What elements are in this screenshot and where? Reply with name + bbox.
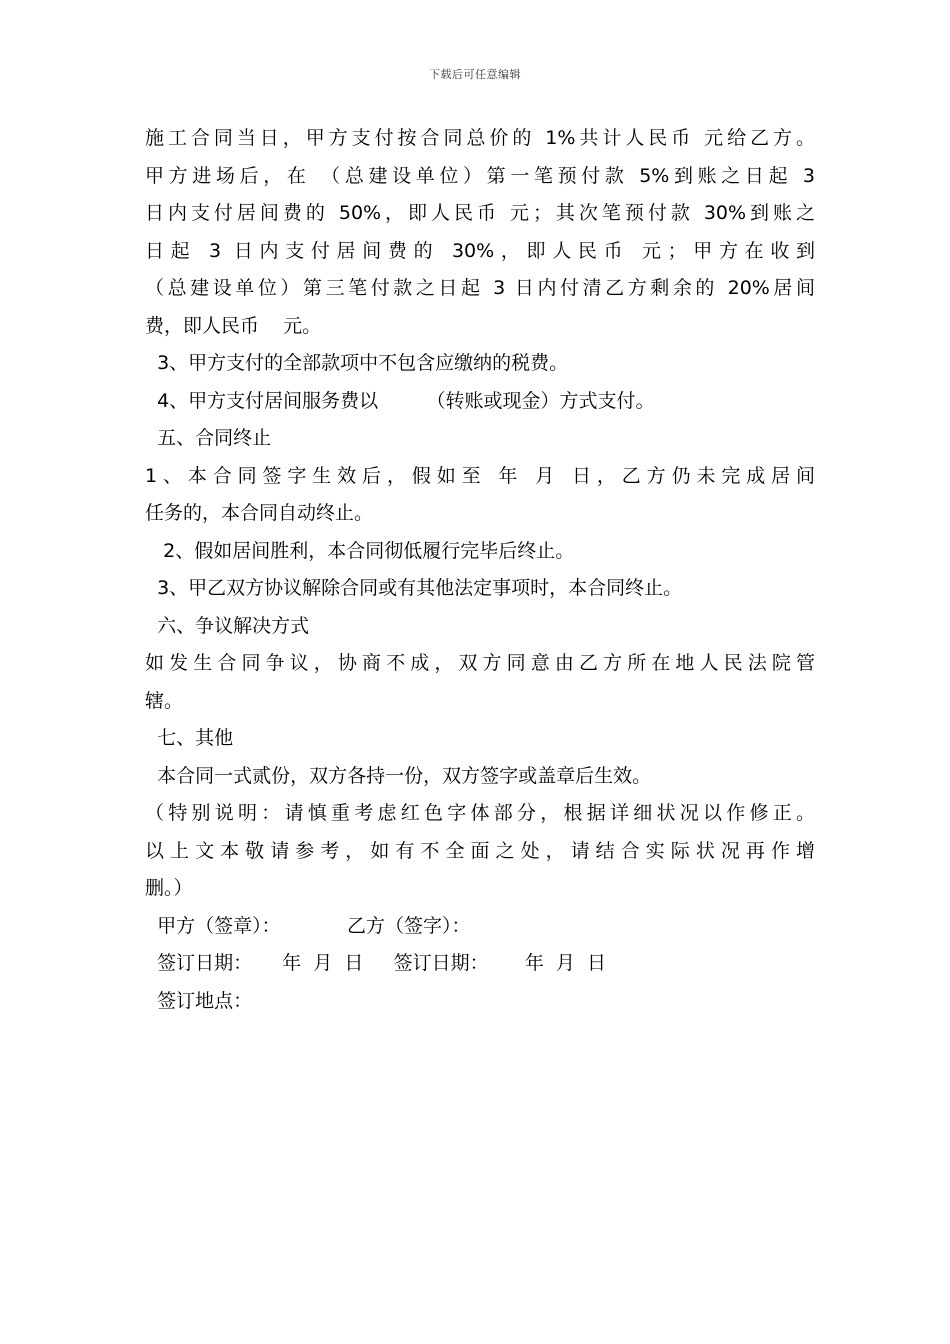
clause-line: 本合同一式贰份，双方各持一份，双方签字或盖章后生效。 <box>145 764 652 787</box>
signing-place-line: 签订地点： <box>145 989 253 1012</box>
section-heading: 七、其他 <box>145 727 234 749</box>
document-body <box>145 120 815 1020</box>
page-header: 下载后可任意编辑 <box>429 68 521 81</box>
body-line: （总建设单位）第三笔付款之日起 3 日内付清乙方剩余的 20%居间 <box>145 277 815 299</box>
body-line: 甲方进场后，在 （总建设单位）第一笔预付款 5%到账之日起 3 <box>145 164 815 187</box>
signature-line: 甲方（签章）： 乙方（签字）： <box>145 914 471 937</box>
clause-line: 4、甲方支付居间服务费以 （转账或现金）方式支付。 <box>145 389 655 412</box>
clause-line: 如发生合同争议，协商不成，双方同意由乙方所在地人民法院管 <box>145 652 815 674</box>
clause-line: 1、本合同签字生效后，假如至 年 月 日，乙方仍未完成居间 <box>145 464 815 487</box>
section-heading: 五、合同终止 <box>145 427 272 449</box>
clause-line: 3、甲乙双方协议解除合同或有其他法定事项时，本合同终止。 <box>145 577 683 599</box>
signing-date-line: 签订日期： 年 月 日 签订日期： 年 月 日 <box>145 952 607 974</box>
section-heading: 六、争议解决方式 <box>145 614 310 637</box>
note-line: 删。） <box>145 877 193 899</box>
body-line: 日起 3 日内支付居间费的 30%，即人民币 元；甲方在收到 <box>145 239 815 262</box>
body-line: 日内支付居间费的 50%，即人民币 元；其次笔预付款 30%到账之 <box>145 202 815 224</box>
note-line: 以上文本敬请参考，如有不全面之处，请结合实际状况再作增 <box>145 839 815 862</box>
clause-line: 3、甲方支付的全部款项中不包含应缴纳的税费。 <box>145 352 569 374</box>
clause-line: 2、假如居间胜利，本合同彻低履行完毕后终止。 <box>145 539 575 562</box>
clause-line: 任务的，本合同自动终止。 <box>145 502 374 524</box>
note-line: （特别说明：请慎重考虑红色字体部分，根据详细状况以作修正。 <box>145 802 815 824</box>
body-line: 施工合同当日，甲方支付按合同总价的 1%共计人民币 元给乙方。 <box>145 127 815 149</box>
body-line: 费，即人民币 元。 <box>145 314 322 337</box>
clause-line: 辖。 <box>145 689 184 712</box>
